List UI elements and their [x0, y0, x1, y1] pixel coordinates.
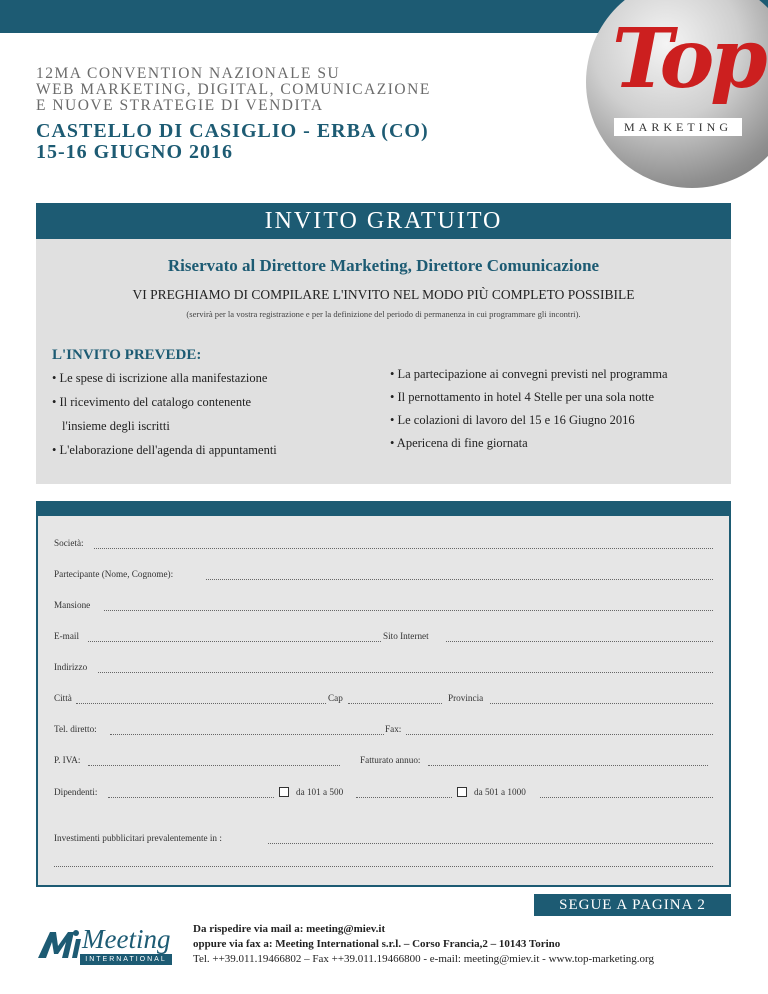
piva-label: P. IVA: [54, 755, 81, 765]
mansione-label: Mansione [54, 600, 91, 610]
prevede-heading: L'INVITO PREVEDE: [52, 347, 202, 363]
provincia-label: Provincia [448, 693, 484, 703]
fax-field[interactable] [406, 734, 713, 735]
fax-label: Fax: [385, 724, 402, 734]
registration-form [36, 501, 731, 887]
cap-label: Cap [328, 693, 343, 703]
contact-phone-line: Tel. ++39.011.19466802 – Fax ++39.011.19466800 - e-mail: meeting@miev.it - www.top-marketing.org [193, 953, 654, 965]
convention-line-2: WEB MARKETING, DIGITAL, COMUNICAZIONE [36, 81, 431, 98]
opt-501-1000-field[interactable] [540, 797, 713, 798]
invito-title: INVITO GRATUITO [36, 203, 731, 239]
list-item: • Le spese di iscrizione alla manifestazione [52, 371, 268, 385]
sito-label: Sito Internet [383, 631, 429, 641]
dipendenti-field[interactable] [108, 797, 274, 798]
invito-info-panel [36, 239, 731, 484]
logo-wordmark: Top [612, 11, 764, 107]
contact-email-line: Da rispedire via mail a: meeting@miev.it [193, 923, 386, 935]
dipendenti-label: Dipendenti: [54, 787, 98, 797]
societa-label: Società: [54, 538, 84, 548]
convention-title [36, 66, 431, 114]
list-item: l'insieme degli iscritti [62, 419, 170, 433]
instruction-note: (servirà per la vostra registrazione e per la definizione del periodo di permanenza in cui programmare gli incontri). [186, 309, 581, 319]
meeting-logo-sub: INTERNATIONAL [80, 954, 172, 965]
list-item: • Il ricevimento del catalogo contenente [52, 395, 252, 409]
provincia-field[interactable] [490, 703, 713, 704]
partecipante-field[interactable] [206, 579, 713, 580]
meeting-international-logo [36, 924, 174, 966]
contact-info [193, 922, 654, 967]
prevede-list-left [52, 366, 277, 462]
investimenti-field[interactable] [268, 843, 713, 844]
mansione-field[interactable] [104, 610, 713, 611]
opt-501-1000-label: da 501 a 1000 [474, 787, 526, 797]
checkbox-101-500[interactable] [279, 787, 289, 797]
indirizzo-label: Indirizzo [54, 662, 88, 672]
meeting-logo-text: Meeting [82, 924, 171, 954]
instruction-text: VI PREGHIAMO DI COMPILARE L'INVITO NEL MODO PIÙ COMPLETO POSSIBILE [132, 287, 635, 302]
investimenti-field-2[interactable] [54, 866, 713, 867]
reserved-for: Riservato al Direttore Marketing, Direttore Comunicazione [167, 256, 600, 275]
venue-date [36, 121, 429, 163]
partecipante-label: Partecipante (Nome, Cognome): [54, 569, 174, 579]
email-label: E-mail [54, 631, 80, 641]
segue-badge: SEGUE A PAGINA 2 [534, 894, 731, 916]
list-item: • Le colazioni di lavoro del 15 e 16 Giugno 2016 [390, 413, 635, 427]
date-line: 15-16 GIUGNO 2016 [36, 141, 233, 163]
list-item: • Il pernottamento in hotel 4 Stelle per una sola notte [390, 390, 655, 404]
email-field[interactable] [88, 641, 381, 642]
opt-101-500-label: da 101 a 500 [296, 787, 344, 797]
convention-line-3: E NUOVE STRATEGIE DI VENDITA [36, 97, 324, 114]
prevede-list-right [390, 363, 668, 455]
investimenti-label: Investimenti pubblicitari prevalentemente in : [54, 833, 222, 843]
piva-field[interactable] [88, 765, 340, 766]
fatturato-field[interactable] [428, 765, 708, 766]
list-item: • La partecipazione ai convegni previsti nel programma [390, 367, 668, 381]
list-item: • L'elaborazione dell'agenda di appuntamenti [52, 443, 277, 457]
opt-101-500-field[interactable] [356, 797, 452, 798]
tel-label: Tel. diretto: [54, 724, 97, 734]
checkbox-501-1000[interactable] [457, 787, 467, 797]
form-header-strip [38, 503, 729, 516]
societa-field[interactable] [94, 548, 713, 549]
citta-label: Città [54, 693, 72, 703]
venue-line: CASTELLO DI CASIGLIO - ERBA (CO) [36, 120, 429, 142]
cap-field[interactable] [348, 703, 442, 704]
fatturato-label: Fatturato annuo: [360, 755, 421, 765]
sito-field[interactable] [446, 641, 713, 642]
list-item: • Apericena di fine giornata [390, 436, 528, 450]
convention-line-1: 12MA CONVENTION NAZIONALE SU [36, 65, 341, 82]
indirizzo-field[interactable] [98, 672, 713, 673]
citta-field[interactable] [76, 703, 326, 704]
contact-fax-line: oppure via fax a: Meeting International s.r.l. – Corso Francia,2 – 10143 Torino [193, 938, 561, 950]
tel-field[interactable] [110, 734, 384, 735]
logo-subtitle: MARKETING [614, 118, 742, 136]
